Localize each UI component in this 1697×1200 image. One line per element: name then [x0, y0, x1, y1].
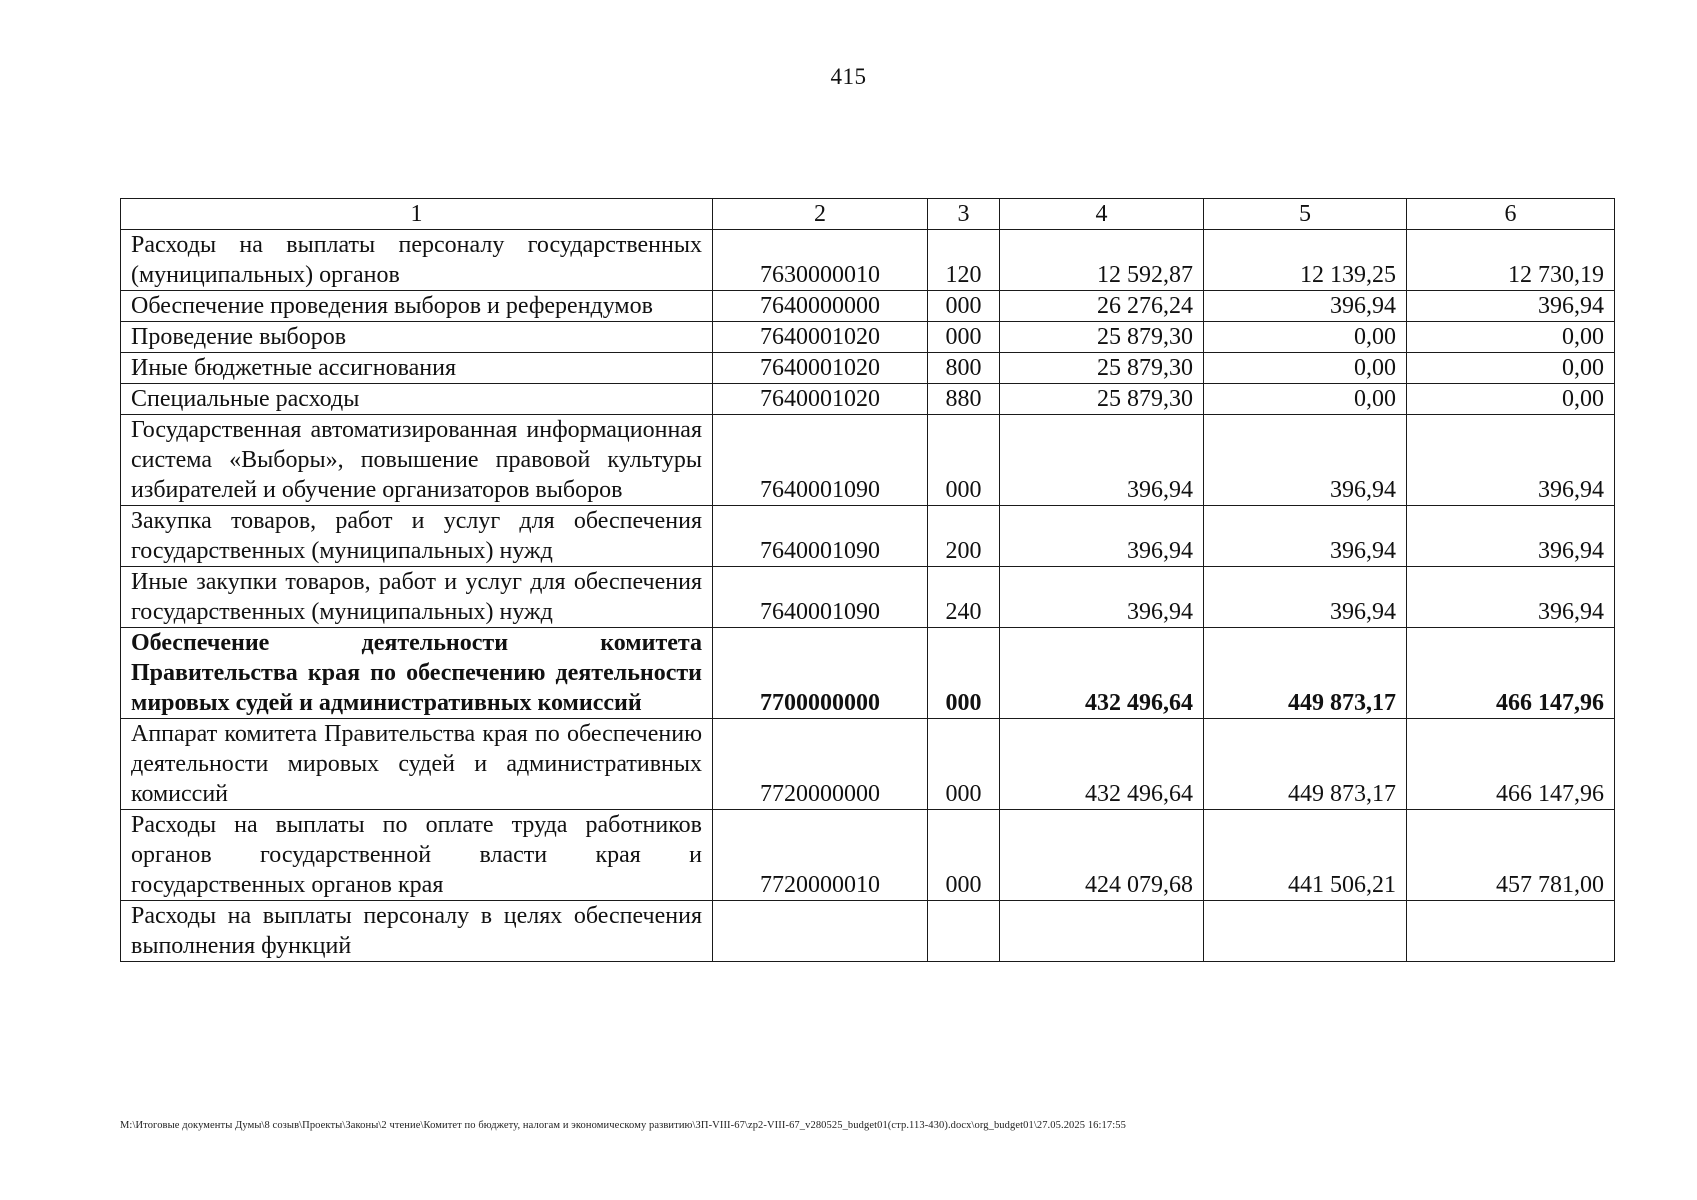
table-row	[121, 810, 1615, 901]
row-expense-type-cell: 800	[928, 353, 1000, 384]
row-value-cell: 466 147,96	[1407, 628, 1615, 719]
row-code-cell: 7630000010	[713, 230, 928, 291]
row-expense-type-cell: 000	[928, 628, 1000, 719]
row-code-cell: 7700000000	[713, 628, 928, 719]
row-value-cell: 424 079,68	[1000, 810, 1204, 901]
row-expense-type-cell: 120	[928, 230, 1000, 291]
row-name-cell: Специальные расходы	[121, 384, 713, 415]
row-value-cell: 396,94	[1000, 415, 1204, 506]
row-value-cell: 12 139,25	[1204, 230, 1407, 291]
row-code-cell: 7640001090	[713, 415, 928, 506]
row-value-cell: 25 879,30	[1000, 384, 1204, 415]
page-number: 415	[830, 64, 867, 89]
column-header: 2	[713, 199, 928, 230]
row-value-cell: 12 592,87	[1000, 230, 1204, 291]
row-code-cell: 7640001090	[713, 506, 928, 567]
row-name-cell: Проведение выборов	[121, 322, 713, 353]
row-code-cell: 7640001020	[713, 384, 928, 415]
row-name-cell: Закупка товаров, работ и услуг для обеспечения государственных (муниципальных) нужд	[121, 506, 713, 567]
row-value-cell: 396,94	[1204, 291, 1407, 322]
row-name-cell: Иные бюджетные ассигнования	[121, 353, 713, 384]
row-value-cell: 396,94	[1407, 506, 1615, 567]
row-expense-type-cell: 200	[928, 506, 1000, 567]
row-name-cell: Аппарат комитета Правительства края по обеспечению деятельности мировых судей и административных комиссий	[121, 719, 713, 810]
row-value-cell: 466 147,96	[1407, 719, 1615, 810]
row-expense-type-cell: 000	[928, 810, 1000, 901]
row-code-cell: 7720000000	[713, 719, 928, 810]
row-expense-type-cell: 000	[928, 719, 1000, 810]
table-row	[121, 384, 1615, 415]
table-row	[121, 322, 1615, 353]
row-code-cell: 7640001020	[713, 322, 928, 353]
row-value-cell	[1204, 901, 1407, 962]
row-value-cell: 25 879,30	[1000, 322, 1204, 353]
row-name-cell: Расходы на выплаты персоналу государственных (муниципальных) органов	[121, 230, 713, 291]
row-value-cell: 457 781,00	[1407, 810, 1615, 901]
table-row	[121, 506, 1615, 567]
table-row	[121, 353, 1615, 384]
row-name-cell: Обеспечение проведения выборов и референдумов	[121, 291, 713, 322]
row-value-cell: 396,94	[1000, 506, 1204, 567]
row-code-cell	[713, 901, 928, 962]
footer-file-path: M:\Итоговые документы Думы\8 созыв\Проекты\Законы\2 чтение\Комитет по бюджету, налогам и экономическому развитию\ЗП-VIII-67\zp2-VIII-67_v280525_budget01(стр.113-430).docx\org_budget01\27.05.2025 16:17:55	[120, 1120, 1126, 1131]
row-name-cell: Расходы на выплаты по оплате труда работников органов государственной власти края и государственных органов края	[121, 810, 713, 901]
table-row	[121, 901, 1615, 962]
row-value-cell: 0,00	[1204, 353, 1407, 384]
row-code-cell: 7640001090	[713, 567, 928, 628]
row-value-cell: 25 879,30	[1000, 353, 1204, 384]
table-row	[121, 567, 1615, 628]
row-value-cell: 396,94	[1407, 291, 1615, 322]
row-expense-type-cell: 000	[928, 291, 1000, 322]
row-value-cell: 432 496,64	[1000, 628, 1204, 719]
row-value-cell: 396,94	[1204, 415, 1407, 506]
table-row	[121, 628, 1615, 719]
row-value-cell: 0,00	[1204, 322, 1407, 353]
row-name-cell: Иные закупки товаров, работ и услуг для обеспечения государственных (муниципальных) нужд	[121, 567, 713, 628]
row-value-cell: 449 873,17	[1204, 628, 1407, 719]
row-name-cell: Обеспечение деятельности комитета Правительства края по обеспечению деятельности мировых судей и административных комиссий	[121, 628, 713, 719]
column-header: 1	[121, 199, 713, 230]
row-code-cell: 7720000010	[713, 810, 928, 901]
row-value-cell: 449 873,17	[1204, 719, 1407, 810]
row-value-cell: 396,94	[1407, 415, 1615, 506]
row-name-cell: Расходы на выплаты персоналу в целях обеспечения выполнения функций	[121, 901, 713, 962]
table-row	[121, 415, 1615, 506]
budget-table	[120, 198, 1615, 962]
row-value-cell: 0,00	[1407, 322, 1615, 353]
row-value-cell: 396,94	[1204, 567, 1407, 628]
row-value-cell	[1000, 901, 1204, 962]
row-code-cell: 7640000000	[713, 291, 928, 322]
row-expense-type-cell: 240	[928, 567, 1000, 628]
row-expense-type-cell: 000	[928, 415, 1000, 506]
row-value-cell: 432 496,64	[1000, 719, 1204, 810]
row-value-cell: 0,00	[1204, 384, 1407, 415]
table-row	[121, 719, 1615, 810]
row-value-cell: 0,00	[1407, 353, 1615, 384]
column-header: 6	[1407, 199, 1615, 230]
row-value-cell: 396,94	[1204, 506, 1407, 567]
table-row	[121, 291, 1615, 322]
column-header: 3	[928, 199, 1000, 230]
row-value-cell: 396,94	[1000, 567, 1204, 628]
table-row	[121, 230, 1615, 291]
column-header: 5	[1204, 199, 1407, 230]
column-header: 4	[1000, 199, 1204, 230]
row-expense-type-cell: 880	[928, 384, 1000, 415]
row-expense-type-cell	[928, 901, 1000, 962]
row-value-cell	[1407, 901, 1615, 962]
row-value-cell: 12 730,19	[1407, 230, 1615, 291]
row-name-cell: Государственная автоматизированная информационная система «Выборы», повышение правовой культуры избирателей и обучение организаторов выборов	[121, 415, 713, 506]
row-code-cell: 7640001020	[713, 353, 928, 384]
table-header-row	[121, 199, 1615, 230]
row-value-cell: 26 276,24	[1000, 291, 1204, 322]
row-value-cell: 0,00	[1407, 384, 1615, 415]
row-expense-type-cell: 000	[928, 322, 1000, 353]
row-value-cell: 396,94	[1407, 567, 1615, 628]
row-value-cell: 441 506,21	[1204, 810, 1407, 901]
